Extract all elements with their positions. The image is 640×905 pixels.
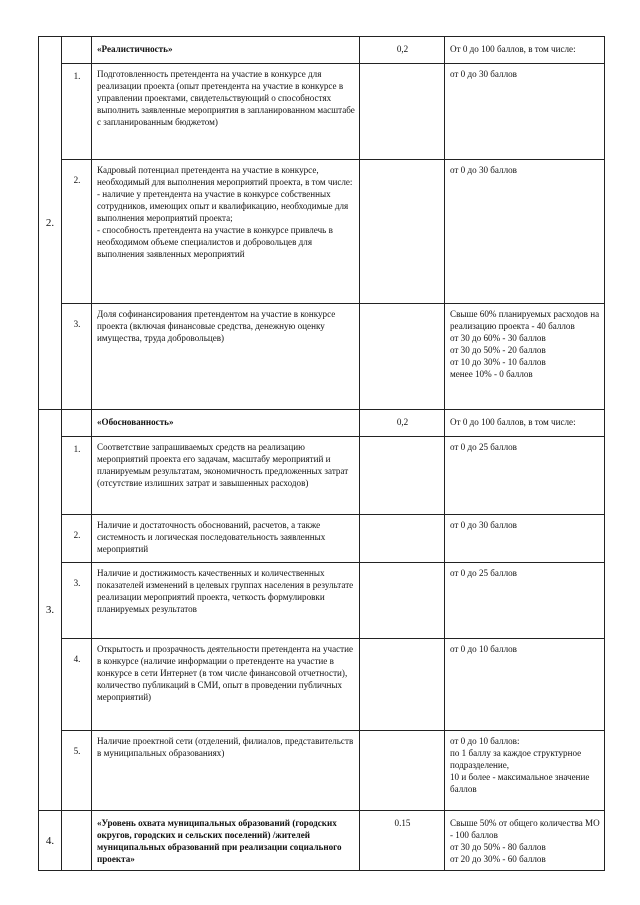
item-number: 4. xyxy=(62,639,92,731)
criteria-table xyxy=(38,36,605,871)
table-row xyxy=(39,160,605,304)
empty-cell xyxy=(360,304,445,410)
item-number: 3. xyxy=(62,304,92,410)
item-number: 1. xyxy=(62,64,92,160)
item-points: от 0 до 30 баллов xyxy=(445,64,605,160)
item-number: 2. xyxy=(62,160,92,304)
section-weight: 0.15 xyxy=(360,811,445,871)
section-number: 4. xyxy=(39,811,62,871)
section-points-total: Свыше 50% от общего количества МО - 100 баллов от 30 до 50% - 80 баллов от 20 до 30% - 60 баллов xyxy=(445,811,605,871)
empty-cell xyxy=(360,731,445,811)
section-title: «Уровень охвата муниципальных образований (городских округов, городских и сельских поселений) /жителей муниципальных образований при реализации социального проекта» xyxy=(92,811,360,871)
section-points-total: От 0 до 100 баллов, в том числе: xyxy=(445,37,605,64)
empty-cell xyxy=(360,437,445,515)
item-number: 2. xyxy=(62,515,92,563)
empty-cell xyxy=(360,160,445,304)
section-title: «Реалистичность» xyxy=(92,37,360,64)
table-row xyxy=(39,437,605,515)
item-points: от 0 до 25 баллов xyxy=(445,563,605,639)
item-text: Доля софинансирования претендентом на участие в конкурсе проекта (включая финансовые средства, денежную оценку имущества, труда добровольцев) xyxy=(92,304,360,410)
section-title: «Обоснованность» xyxy=(92,410,360,437)
empty-cell xyxy=(360,563,445,639)
section-header-row xyxy=(39,410,605,437)
item-text: Соответствие запрашиваемых средств на реализацию мероприятий проекта его задачам, масштабу мероприятий и планируемым результатам, экономичность предложенных затрат (отсутствие излишних затрат и завышенных расходов) xyxy=(92,437,360,515)
empty-cell xyxy=(62,37,92,64)
section-number: 3. xyxy=(39,410,62,811)
item-points: от 0 до 30 баллов xyxy=(445,515,605,563)
table-row xyxy=(39,515,605,563)
item-text: Подготовленность претендента на участие в конкурсе для реализации проекта (опыт претендента на участие в конкурсе в управлении проектами, свидетельствующий о способностях выполнить заявленные мероприятия в запланированном масштабе с запланированным бюджетом) xyxy=(92,64,360,160)
item-points: Свыше 60% планируемых расходов на реализацию проекта - 40 баллов от 30 до 60% - 30 баллов от 30 до 50% - 20 баллов от 10 до 30% - 10 баллов менее 10% - 0 баллов xyxy=(445,304,605,410)
section-points-total: От 0 до 100 баллов, в том числе: xyxy=(445,410,605,437)
section-header-row xyxy=(39,811,605,871)
table-row xyxy=(39,304,605,410)
empty-cell xyxy=(62,410,92,437)
item-number: 3. xyxy=(62,563,92,639)
section-weight: 0,2 xyxy=(360,37,445,64)
item-points: от 0 до 30 баллов xyxy=(445,160,605,304)
empty-cell xyxy=(360,639,445,731)
item-text: Наличие и достижимость качественных и количественных показателей изменений в целевых группах населения в результате реализации мероприятий проекта, четкость формулировки планируемых результатов xyxy=(92,563,360,639)
item-points: от 0 до 10 баллов: по 1 баллу за каждое структурное подразделение, 10 и более - максимальное значение баллов xyxy=(445,731,605,811)
empty-cell xyxy=(360,64,445,160)
section-header-row xyxy=(39,37,605,64)
table-row xyxy=(39,639,605,731)
item-text: Наличие проектной сети (отделений, филиалов, представительств в муниципальных образованиях) xyxy=(92,731,360,811)
table-row xyxy=(39,563,605,639)
item-points: от 0 до 10 баллов xyxy=(445,639,605,731)
item-points: от 0 до 25 баллов xyxy=(445,437,605,515)
table-row xyxy=(39,731,605,811)
item-text: Открытость и прозрачность деятельности претендента на участие в конкурсе (наличие информации о претенденте на участие в конкурсе в сети Интернет (в том числе финансовой отчетности), количество публикаций в СМИ, опыт в проведении публичных мероприятий) xyxy=(92,639,360,731)
item-text: Наличие и достаточность обоснований, расчетов, а также системность и логическая последовательность заявленных мероприятий xyxy=(92,515,360,563)
item-number: 1. xyxy=(62,437,92,515)
table-row xyxy=(39,64,605,160)
empty-cell xyxy=(360,515,445,563)
item-number: 5. xyxy=(62,731,92,811)
section-weight: 0,2 xyxy=(360,410,445,437)
item-text: Кадровый потенциал претендента на участие в конкурсе, необходимый для выполнения мероприятий проекта, в том числе: - наличие у претендента на участие в конкурсе собственных сотрудников, имеющих опыт и квалификацию, необходимые для выполнения мероприятий проекта; - способность претендента на участие в конкурсе привлечь в необходимом объеме специалистов и добровольцев для выполнения заявленных мероприятий xyxy=(92,160,360,304)
section-number: 2. xyxy=(39,37,62,410)
empty-cell xyxy=(62,811,92,871)
